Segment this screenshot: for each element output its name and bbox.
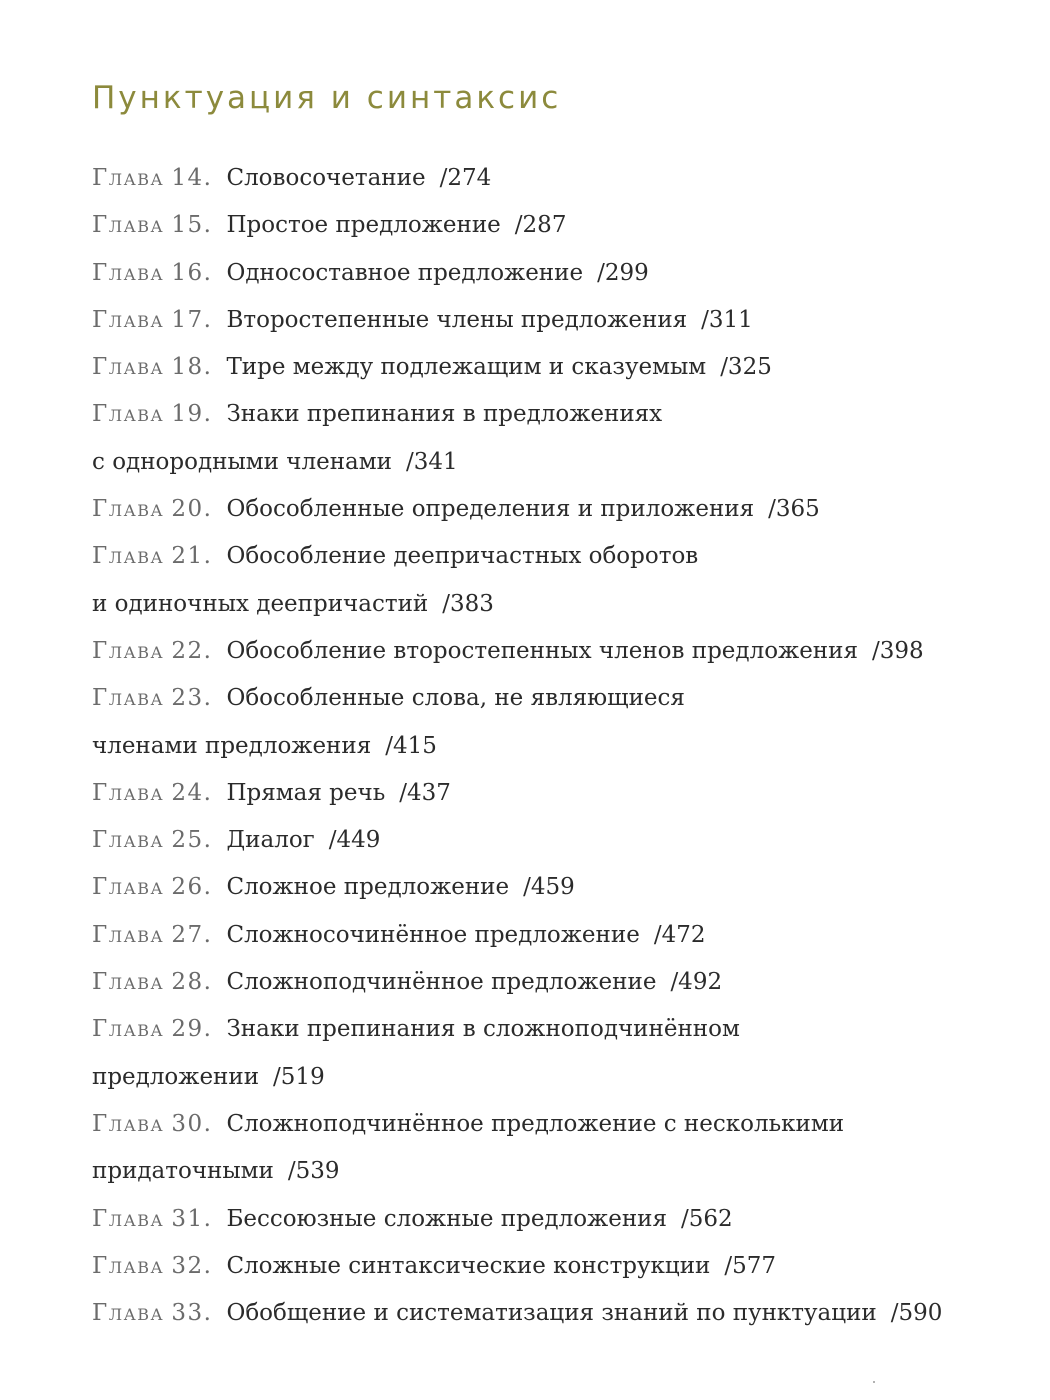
page-number: /590 [890,1300,943,1327]
chapter-title-continuation: придаточными [92,1158,274,1185]
toc-entry-line [92,817,992,864]
toc-entry-line [92,202,992,249]
chapter-number: 30. [171,1110,213,1137]
chapter-number: 18. [171,354,213,381]
page-number: /472 [653,921,706,948]
chapter-title: Знаки препинания в сложноподчинённом [226,1016,740,1043]
chapter-title: Сложноподчинённое предложение [226,969,657,996]
toc-entry [92,202,992,249]
scan-speck [873,1381,875,1383]
toc-entry [92,533,992,628]
page-number: /299 [597,259,649,286]
toc-entry [92,486,992,533]
toc-entry [92,675,992,770]
toc-entry [92,817,992,864]
chapter-word: Глава [92,1016,165,1043]
chapter-title: Словосочетание [226,165,426,191]
toc-entry [92,155,992,202]
chapter-number: 28. [171,969,213,996]
toc-entry [92,1101,992,1196]
chapter-word: Глава [92,827,165,854]
toc-entry-line [92,250,992,297]
chapter-title-continuation: и одиночных деепричастий [92,590,429,617]
chapter-number: 14. [171,165,213,191]
chapter-number: 32. [171,1252,213,1279]
chapter-number: 15. [171,212,213,239]
toc-entry-line [92,391,992,438]
toc-entry [92,864,992,911]
chapter-title: Диалог [226,827,315,854]
toc-entry [92,959,992,1006]
chapter-title: Знаки препинания в предложениях [226,401,663,428]
chapter-number: 22. [171,637,213,664]
toc-entry-line [92,1101,992,1148]
toc-entry [92,250,992,297]
chapter-title: Сложное предложение [226,874,510,901]
page-number: /311 [701,306,753,333]
chapter-title: Второстепенные члены предложения [226,306,688,333]
chapter-title: Сложноподчинённое предложение с несколькими [226,1110,845,1137]
chapter-word: Глава [92,921,165,948]
page-number: /365 [768,496,820,523]
chapter-title: Простое предложение [226,212,501,239]
toc-entry-continuation-line [92,723,992,770]
section-title: Пунктуация и синтаксис [92,80,562,116]
toc-entry-line [92,770,992,817]
page-number: /437 [399,779,451,806]
chapter-title: Обособление деепричастных оборотов [226,543,699,570]
chapter-number: 17. [171,306,213,333]
chapter-title: Сложносочинённое предложение [226,921,640,948]
toc-entry-line [92,864,992,911]
page-number: /398 [871,637,924,664]
toc-entry-line [92,912,992,959]
chapter-title: Прямая речь [226,779,386,806]
toc-entry [92,628,992,675]
toc-entry-line [92,1006,992,1053]
chapter-number: 19. [171,401,213,428]
chapter-word: Глава [92,401,165,428]
toc-entry [92,770,992,817]
chapter-word: Глава [92,637,165,664]
chapter-title: Обобщение и систематизация знаний по пунктуации [226,1300,877,1327]
chapter-word: Глава [92,969,165,996]
toc-entry [92,344,992,391]
page-number: /539 [287,1158,340,1185]
toc-entry-line [92,1196,992,1243]
toc-entry [92,1290,992,1337]
toc-entry-line [92,533,992,580]
chapter-title: Обособление второстепенных членов предложения [226,637,858,664]
chapter-title: Обособленные слова, не являющиеся [226,685,685,712]
page-number: /577 [724,1252,777,1279]
toc-entry [92,1196,992,1243]
chapter-title-continuation: предложении [92,1063,260,1090]
toc-entry-continuation-line [92,1054,992,1101]
chapter-word: Глава [92,1252,165,1279]
toc-entry [92,297,992,344]
toc-entry-line [92,1290,992,1337]
toc-entry-line [92,344,992,391]
chapter-word: Глава [92,496,165,523]
chapter-title: Односоставное предложение [226,259,584,286]
chapter-word: Глава [92,1110,165,1137]
chapter-title: Тире между подлежащим и сказуемым [226,354,707,381]
chapter-word: Глава [92,165,165,191]
toc-entry-continuation-line [92,439,992,486]
toc-entry-line [92,297,992,344]
page-number: /341 [405,448,458,475]
toc-entry-line [92,486,992,533]
page-number: /519 [273,1063,325,1090]
chapter-title-continuation: с однородными членами [92,448,392,475]
toc-entry-line [92,675,992,722]
chapter-number: 21. [171,543,213,570]
chapter-word: Глава [92,1205,165,1232]
chapter-word: Глава [92,212,165,239]
toc-entry-line [92,628,992,675]
chapter-number: 25. [171,827,213,854]
chapter-title-continuation: членами предложения [92,732,372,759]
chapter-number: 27. [171,921,213,948]
chapter-title: Обособленные определения и приложения [226,496,755,523]
chapter-number: 26. [171,874,213,901]
page-number: /459 [523,874,575,901]
toc-entry [92,391,992,486]
page-number: /383 [442,590,494,617]
chapter-number: 29. [171,1016,213,1043]
toc-entry-line [92,155,992,202]
page-number: /287 [514,212,567,239]
page-number: /492 [670,969,723,996]
chapter-word: Глава [92,685,165,712]
chapter-number: 20. [171,496,213,523]
toc-entry [92,912,992,959]
chapter-number: 31. [171,1205,213,1232]
toc-entry [92,1006,992,1101]
toc-entry-line [92,959,992,1006]
page-number: /415 [385,732,437,759]
toc-entry-continuation-line [92,1148,992,1195]
chapter-word: Глава [92,306,165,333]
table-of-contents [92,155,992,1337]
toc-entry [92,1243,992,1290]
chapter-word: Глава [92,259,165,286]
chapter-title: Сложные синтаксические конструкции [226,1252,711,1279]
chapter-number: 24. [171,779,213,806]
chapter-word: Глава [92,543,165,570]
page-number: /449 [328,827,381,854]
chapter-title: Бессоюзные сложные предложения [226,1205,667,1232]
chapter-word: Глава [92,1300,165,1327]
chapter-word: Глава [92,354,165,381]
page-number: /325 [720,354,772,381]
toc-entry-line [92,1243,992,1290]
chapter-number: 33. [171,1300,213,1327]
chapter-number: 23. [171,685,213,712]
chapter-word: Глава [92,874,165,901]
chapter-number: 16. [171,259,213,286]
chapter-word: Глава [92,779,165,806]
page-number: /274 [439,165,492,191]
toc-entry-continuation-line [92,581,992,628]
page-number: /562 [681,1205,733,1232]
